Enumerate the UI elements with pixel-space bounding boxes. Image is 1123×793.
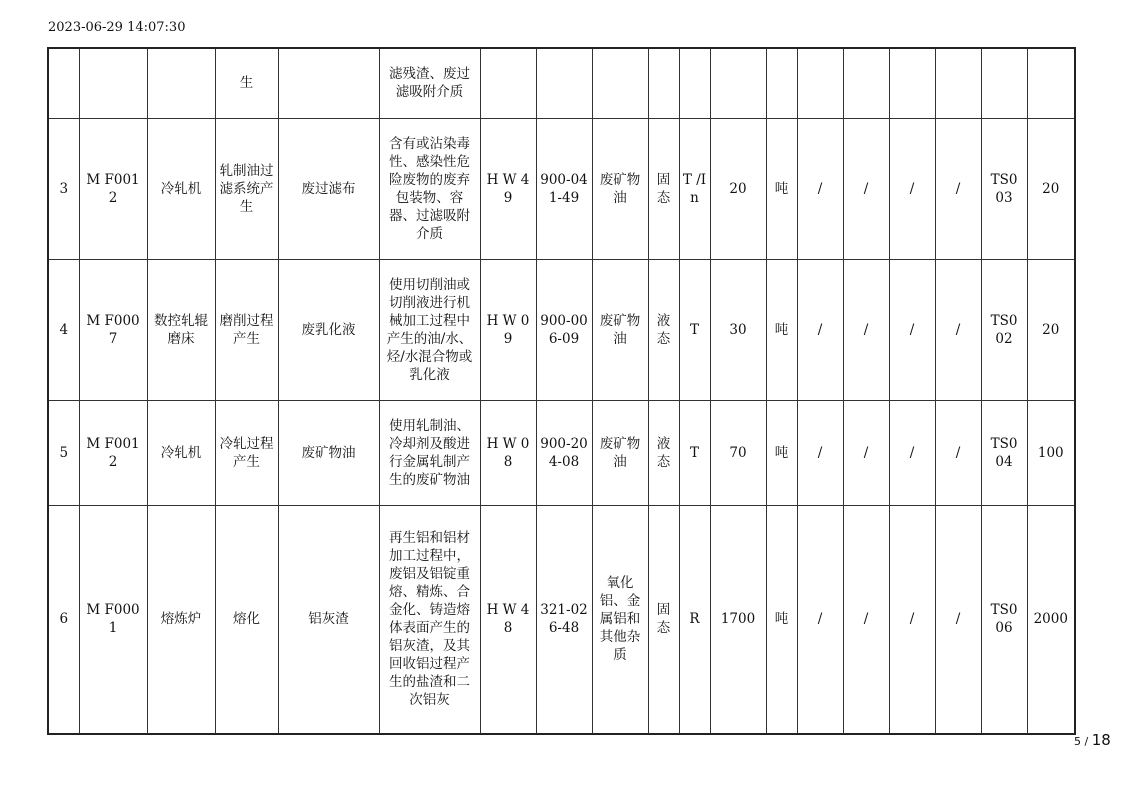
cell-code: M F0007 <box>79 259 147 400</box>
cell-c2: / <box>843 505 889 734</box>
cell-facility: TS0 06 <box>981 505 1027 734</box>
cell-quantity: 1700 <box>710 505 766 734</box>
cell-description: 含有或沾染毒性、感染性危险废物的废弃包装物、容器、过滤吸附介质 <box>379 118 480 259</box>
cell-waste-code: 321-026-48 <box>536 505 592 734</box>
cell-c2: / <box>843 259 889 400</box>
cell-category: H W 0 8 <box>480 400 536 505</box>
cell-form: 固态 <box>648 118 679 259</box>
cell-hazard <box>679 48 710 118</box>
cell-c3 <box>889 48 935 118</box>
cell-capacity: 20 <box>1027 259 1075 400</box>
cell-component: 废矿物油 <box>592 118 648 259</box>
cell-equipment: 熔炼炉 <box>147 505 215 734</box>
cell-c2: / <box>843 118 889 259</box>
cell-waste-name: 铝灰渣 <box>278 505 379 734</box>
page-total: 18 <box>1091 731 1111 749</box>
table-row <box>48 259 1075 400</box>
cell-c3: / <box>889 505 935 734</box>
cell-facility: TS0 04 <box>981 400 1027 505</box>
cell-quantity: 30 <box>710 259 766 400</box>
cell-category: H W 4 9 <box>480 118 536 259</box>
cell-facility: TS0 03 <box>981 118 1027 259</box>
cell-form: 固态 <box>648 505 679 734</box>
cell-waste-code: 900-204-08 <box>536 400 592 505</box>
cell-description: 滤残渣、废过滤吸附介质 <box>379 48 480 118</box>
cell-form <box>648 48 679 118</box>
cell-hazard: T <box>679 400 710 505</box>
cell-process: 熔化 <box>215 505 278 734</box>
cell-category: H W 0 9 <box>480 259 536 400</box>
cell-facility <box>981 48 1027 118</box>
cell-description: 使用轧制油、冷却剂及酸进行金属轧制产生的废矿物油 <box>379 400 480 505</box>
cell-facility: TS0 02 <box>981 259 1027 400</box>
cell-description: 再生铝和铝材加工过程中，废铝及铝锭重熔、精炼、合金化、铸造熔体表面产生的铝灰渣，及其回收铝过程产生的盐渣和二次铝灰 <box>379 505 480 734</box>
cell-waste-code: 900-006-09 <box>536 259 592 400</box>
cell-quantity: 20 <box>710 118 766 259</box>
table-row <box>48 48 1075 118</box>
cell-form: 液态 <box>648 259 679 400</box>
cell-form: 液态 <box>648 400 679 505</box>
table-row <box>48 400 1075 505</box>
cell-c2: / <box>843 400 889 505</box>
cell-hazard: R <box>679 505 710 734</box>
cell-process: 磨削过程产生 <box>215 259 278 400</box>
cell-component: 废矿物油 <box>592 400 648 505</box>
cell-unit <box>766 48 797 118</box>
cell-c4: / <box>935 259 981 400</box>
cell-equipment: 冷轧机 <box>147 118 215 259</box>
cell-c4 <box>935 48 981 118</box>
cell-quantity: 70 <box>710 400 766 505</box>
page-separator: / <box>1081 735 1092 748</box>
table-row <box>48 505 1075 734</box>
cell-capacity: 20 <box>1027 118 1075 259</box>
cell-c1: / <box>797 400 843 505</box>
cell-component: 氧化铝、金属铝和其他杂质 <box>592 505 648 734</box>
cell-unit: 吨 <box>766 259 797 400</box>
cell-c1: / <box>797 118 843 259</box>
cell-c2 <box>843 48 889 118</box>
cell-c1 <box>797 48 843 118</box>
cell-equipment: 冷轧机 <box>147 400 215 505</box>
cell-unit: 吨 <box>766 505 797 734</box>
cell-c4: / <box>935 400 981 505</box>
cell-code: M F0012 <box>79 400 147 505</box>
cell-c1: / <box>797 505 843 734</box>
cell-waste-name: 废矿物油 <box>278 400 379 505</box>
cell-category <box>480 48 536 118</box>
cell-capacity <box>1027 48 1075 118</box>
cell-no <box>48 48 79 118</box>
cell-component <box>592 48 648 118</box>
page-indicator <box>1074 731 1111 749</box>
cell-hazard: T /I n <box>679 118 710 259</box>
cell-process: 冷轧过程产生 <box>215 400 278 505</box>
cell-unit: 吨 <box>766 400 797 505</box>
cell-equipment <box>147 48 215 118</box>
cell-waste-name: 废过滤布 <box>278 118 379 259</box>
cell-code <box>79 48 147 118</box>
cell-waste-code: 900-041-49 <box>536 118 592 259</box>
cell-code: M F0001 <box>79 505 147 734</box>
cell-category: H W 4 8 <box>480 505 536 734</box>
cell-no: 4 <box>48 259 79 400</box>
hazardous-waste-table <box>47 47 1076 735</box>
cell-c3: / <box>889 400 935 505</box>
cell-c4: / <box>935 505 981 734</box>
cell-no: 5 <box>48 400 79 505</box>
cell-no: 3 <box>48 118 79 259</box>
cell-waste-name: 废乳化液 <box>278 259 379 400</box>
table-row <box>48 118 1075 259</box>
cell-process: 轧制油过滤系统产生 <box>215 118 278 259</box>
cell-c3: / <box>889 259 935 400</box>
cell-waste-name <box>278 48 379 118</box>
cell-c1: / <box>797 259 843 400</box>
cell-waste-code <box>536 48 592 118</box>
cell-unit: 吨 <box>766 118 797 259</box>
cell-c3: / <box>889 118 935 259</box>
cell-description: 使用切削油或切削液进行机械加工过程中产生的油/水、烃/水混合物或乳化液 <box>379 259 480 400</box>
page-current: 5 <box>1074 735 1081 748</box>
print-timestamp: 2023-06-29 14:07:30 <box>48 20 186 35</box>
cell-capacity: 2000 <box>1027 505 1075 734</box>
cell-component: 废矿物油 <box>592 259 648 400</box>
cell-code: M F0012 <box>79 118 147 259</box>
cell-hazard: T <box>679 259 710 400</box>
cell-no: 6 <box>48 505 79 734</box>
cell-capacity: 100 <box>1027 400 1075 505</box>
cell-quantity <box>710 48 766 118</box>
cell-equipment: 数控轧辊磨床 <box>147 259 215 400</box>
cell-c4: / <box>935 118 981 259</box>
cell-process: 生 <box>215 48 278 118</box>
